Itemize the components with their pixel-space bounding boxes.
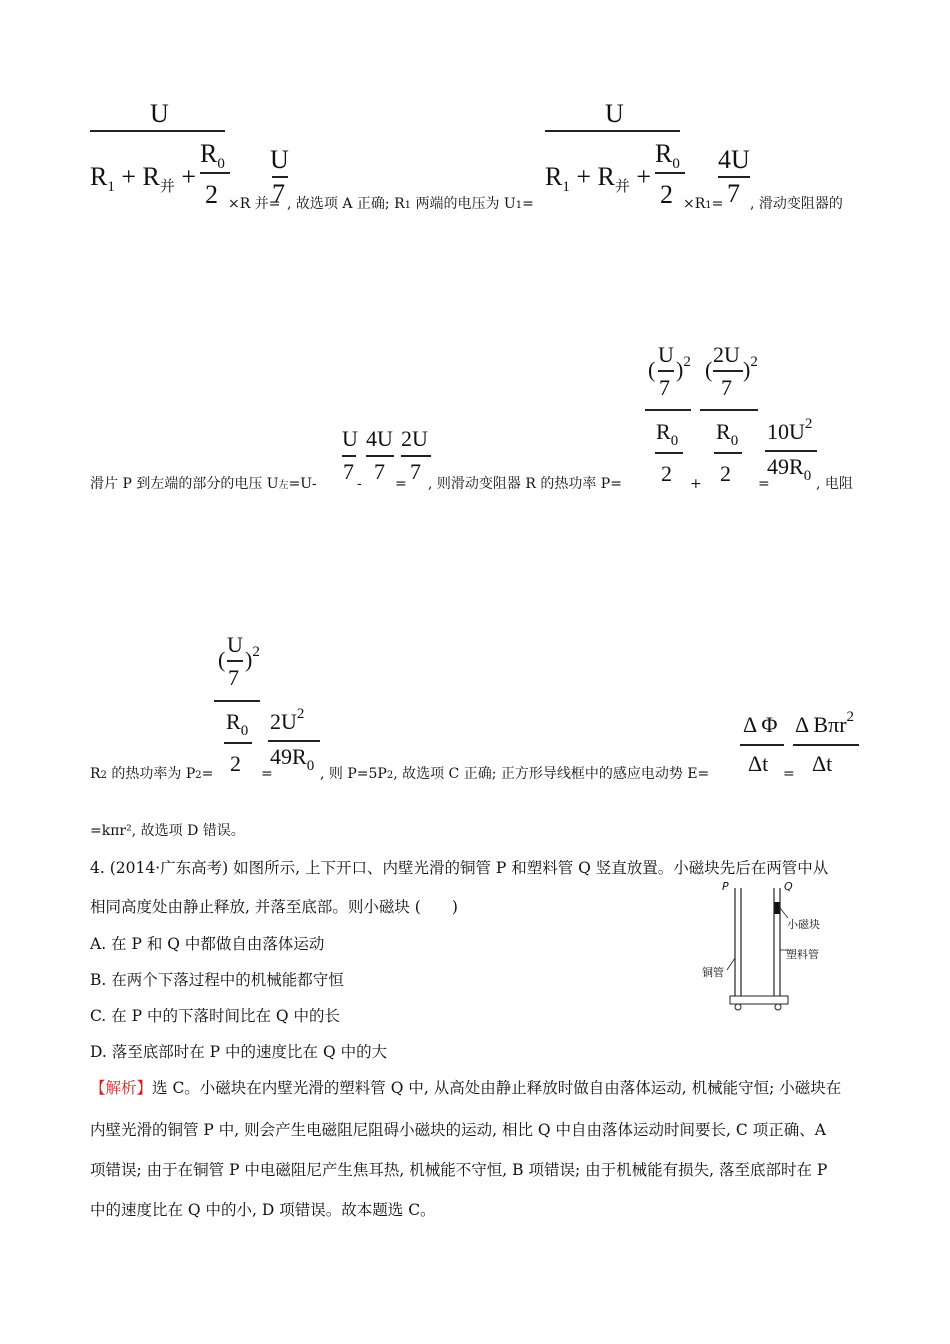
p3-result-num: $2U^2$ [270, 706, 305, 734]
fraction-bar [90, 130, 225, 132]
question-line1: 4. (2014·广东高考) 如图所示, 上下开口、内壁光滑的铜管 P 和塑料管 Q 竖直放置。小磁块先后在两管中从 [90, 859, 829, 877]
p2-main-bar [700, 409, 758, 411]
label-plastic: 塑料管 [786, 948, 819, 961]
p1-seven: 7 [659, 375, 670, 400]
analysis-line1: 【解析】选 C。小磁块在内壁光滑的塑料管 Q 中, 从高处由静止释放时做自由落体运动, 机械能守恒; 小磁块在 [90, 1079, 842, 1097]
p1-r0-bar [655, 452, 683, 454]
label-copper: 铜管 [702, 966, 724, 979]
p1-two: 2 [661, 461, 672, 486]
p1-main-bar [645, 409, 691, 411]
inner-numerator-r0-2: $R_0$ [655, 139, 680, 172]
times-r1: ×R1= [683, 196, 724, 212]
l2-frac3-num: 2U [401, 426, 428, 451]
analysis-line4: 中的速度比在 Q 中的小, D 项错误。故本题选 C。 [90, 1201, 436, 1219]
l2-frac2-den: 7 [374, 459, 385, 484]
inner-fraction-bar-2 [655, 172, 685, 174]
fraction-numerator-u-2: U [605, 99, 624, 128]
label-p: P [722, 880, 729, 893]
p2-paren-open: ( [705, 357, 713, 382]
p2-r0: $R_0$ [716, 419, 739, 449]
emf-dbpr: Δ Bπr$^2$ [795, 709, 855, 737]
line4-text: =kπr², 故选项 D 错误。 [90, 823, 245, 839]
p1-u: U [658, 342, 674, 367]
frac-4u-den: 7 [727, 179, 740, 208]
p2-paren-close: )$^2$ [743, 354, 758, 382]
analysis-line3: 项错误; 由于在铜管 P 中电磁阻尼产生焦耳热, 机械能不守恒, B 项错误; 由于机械能有损失, 落至底部时在 P [90, 1161, 828, 1179]
l2-eq2: = [758, 476, 770, 492]
label-q: Q [784, 880, 793, 893]
option-d: D. 落至底部时在 P 中的速度比在 Q 中的大 [90, 1043, 388, 1061]
l2-frac3-den: 7 [410, 459, 421, 484]
line1-text-a: , 故选项 A 正确; R1 两端的电压为 U1= [287, 196, 534, 212]
fraction-numerator-u: U [150, 99, 169, 128]
inner-denominator-2b: 2 [660, 180, 673, 209]
times-r-bing: ×R 并= [228, 196, 281, 212]
l2-frac2-bar [366, 455, 394, 457]
p3-main-bar [214, 700, 260, 702]
tubes-figure [700, 878, 840, 1030]
option-c: C. 在 P 中的下落时间比在 Q 中的长 [90, 1007, 341, 1025]
p3-r0-bar [224, 742, 252, 744]
l2-minus: - [357, 476, 362, 492]
l2-tail: , 电阻 [816, 476, 853, 492]
l2-eq: = [395, 476, 407, 492]
p2-2u: 2U [713, 342, 740, 367]
p3-r0: $R_0$ [226, 709, 249, 739]
p2-inner-bar [713, 370, 743, 372]
l2-frac2-num: 4U [366, 426, 393, 451]
l2-frac1-num: U [342, 426, 358, 451]
p3-inner-bar [227, 660, 243, 662]
frac-u-num: U [270, 145, 289, 174]
p3-result-bar [268, 740, 320, 742]
denominator-sum-2: $R_1 + R_并$ + [545, 162, 652, 195]
l3-eq2: = [783, 766, 795, 782]
denominator-sum: $R_1 + R_并$ + [90, 162, 197, 195]
p1-inner-bar [658, 370, 674, 372]
option-b: B. 在两个下落过程中的机械能都守恒 [90, 971, 344, 989]
line3-prefix: R2 的热功率为 P2= [90, 766, 214, 782]
emf-bar2 [793, 744, 859, 746]
inner-denominator-2: 2 [205, 180, 218, 209]
frac-4u-bar [718, 176, 750, 178]
analysis-line2: 内壁光滑的铜管 P 中, 则会产生电磁阻尼阻碍小磁块的运动, 相比 Q 中自由落体运动时间要长, C 项正确、A [90, 1121, 826, 1139]
p1-paren-open: ( [648, 357, 656, 382]
emf-dt2: Δt [812, 751, 833, 776]
inner-fraction-bar [200, 172, 230, 174]
p3-paren-close: )$^2$ [245, 644, 260, 672]
l3-eq: = [261, 766, 273, 782]
fraction-bar-2 [545, 130, 680, 132]
l2-plus: + [690, 476, 702, 492]
p2-two: 2 [720, 461, 731, 486]
p-result-bar [765, 450, 817, 452]
p3-two: 2 [230, 751, 241, 776]
frac-u-den: 7 [272, 179, 285, 208]
question-line2: 相同高度处由静止释放, 并落至底部。则小磁块 ( ) [90, 898, 458, 916]
l2-frac1-den: 7 [343, 459, 354, 484]
p3-seven: 7 [228, 665, 239, 690]
emf-dphi: Δ Φ [743, 712, 778, 737]
option-a: A. 在 P 和 Q 中都做自由落体运动 [90, 935, 325, 953]
p2-seven: 7 [721, 375, 732, 400]
p-result-num: $10U^2$ [767, 416, 813, 444]
frac-u-bar [272, 176, 288, 178]
frac-4u-num: 4U [718, 145, 750, 174]
analysis-tag: 【解析】 [90, 1079, 153, 1097]
magnet-block [775, 902, 780, 914]
emf-dt1: Δt [748, 751, 769, 776]
p3-u: U [227, 632, 243, 657]
p1-paren-close: )$^2$ [676, 354, 691, 382]
line1-text-b: , 滑动变阻器的 [750, 196, 843, 212]
p1-r0: $R_0$ [656, 419, 679, 449]
l2-frac3-bar [401, 455, 431, 457]
emf-bar1 [740, 744, 784, 746]
p2-r0-bar [714, 452, 742, 454]
p3-paren-open: ( [218, 647, 226, 672]
line2-prefix: 滑片 P 到左端的部分的电压 U左=U- [90, 476, 317, 492]
l3-mid-text: , 则 P=5P2, 故选项 C 正确; 正方形导线框中的感应电动势 E= [320, 766, 710, 782]
l2-frac1-bar [342, 455, 356, 457]
l2-mid-text: , 则滑动变阻器 R 的热功率 P= [428, 476, 622, 492]
p3-result-den: $49R_0$ [270, 744, 315, 774]
p-result-den: $49R_0$ [767, 454, 812, 484]
label-magnet: 小磁块 [787, 918, 820, 931]
inner-numerator-r0: $R_0$ [200, 139, 225, 172]
